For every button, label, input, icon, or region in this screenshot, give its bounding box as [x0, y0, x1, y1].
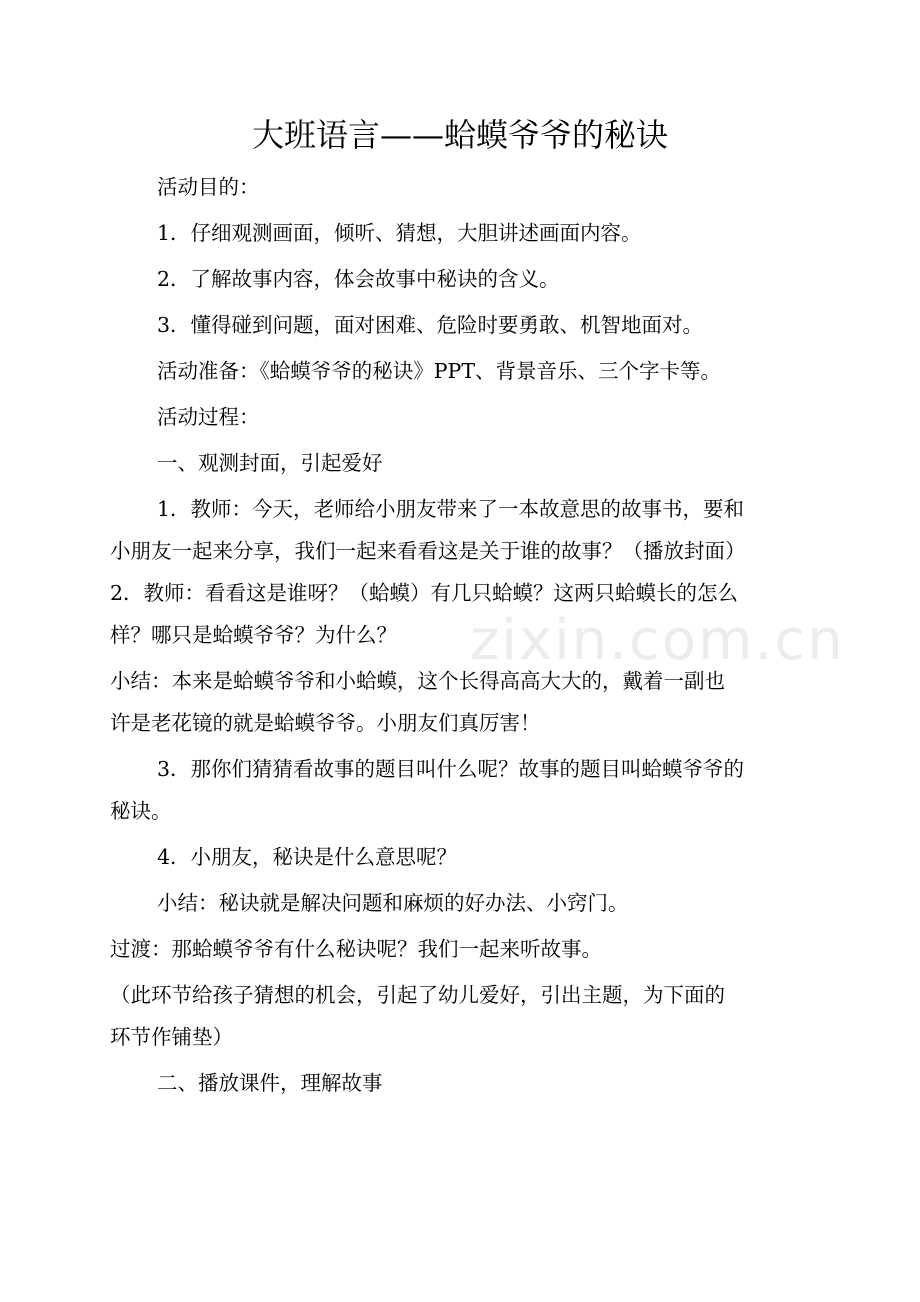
paragraph: 活动过程：: [157, 405, 260, 429]
paragraph: 样？哪只是蛤蟆爷爷？为什么？: [110, 623, 397, 647]
paragraph: 二、播放课件，理解故事: [157, 1071, 383, 1095]
paragraph: （此环节给孩子猜想的机会，引起了幼儿爱好，引出主题，为下面的: [110, 983, 725, 1007]
watermark: zixin.com.cn: [470, 608, 845, 673]
paragraph: 小结：秘诀就是解决问题和麻烦的好办法、小窍门。: [157, 891, 629, 915]
paragraph: 4．小朋友，秘诀是什么意思呢？: [157, 845, 458, 869]
paragraph: 活动目的：: [157, 175, 260, 199]
paragraph: 2．教师：看看这是谁呀？（蛤蟆）有几只蛤蟆？这两只蛤蟆长的怎么: [110, 581, 739, 605]
paragraph: 环节作铺垫）: [110, 1025, 233, 1049]
paragraph: 1．仔细观测画面，倾听、猜想，大胆讲述画面内容。: [157, 221, 642, 245]
paragraph: 秘诀。: [110, 799, 172, 823]
paragraph: 1．教师：今天，老师给小朋友带来了一本故意思的故事书，要和: [157, 497, 745, 521]
document-title: 大班语言——蛤蟆爷爷的秘诀: [251, 116, 668, 154]
paragraph: 2．了解故事内容，体会故事中秘诀的含义。: [157, 267, 560, 291]
paragraph: 3．懂得碰到问题，面对困难、危险时要勇敢、机智地面对。: [157, 313, 704, 337]
paragraph: 一、观测封面，引起爱好: [157, 451, 383, 475]
paragraph: 活动准备：《蛤蟆爷爷的秘诀》PPT、背景音乐、三个字卡等。: [157, 359, 722, 383]
paragraph: 许是老花镜的就是蛤蟆爷爷。小朋友们真厉害！: [110, 711, 541, 735]
paragraph: 小朋友一起来分享，我们一起来看看这是关于谁的故事？（播放封面）: [110, 539, 746, 563]
paragraph: 小结：本来是蛤蟆爷爷和小蛤蟆，这个长得高高大大的，戴着一副也: [110, 669, 725, 693]
paragraph: 过渡：那蛤蟆爷爷有什么秘诀呢？我们一起来听故事。: [110, 937, 602, 961]
document-body: [110, 164, 815, 1106]
paragraph: 3．那你们猜猜看故事的题目叫什么呢？故事的题目叫蛤蟆爷爷的: [157, 757, 745, 781]
